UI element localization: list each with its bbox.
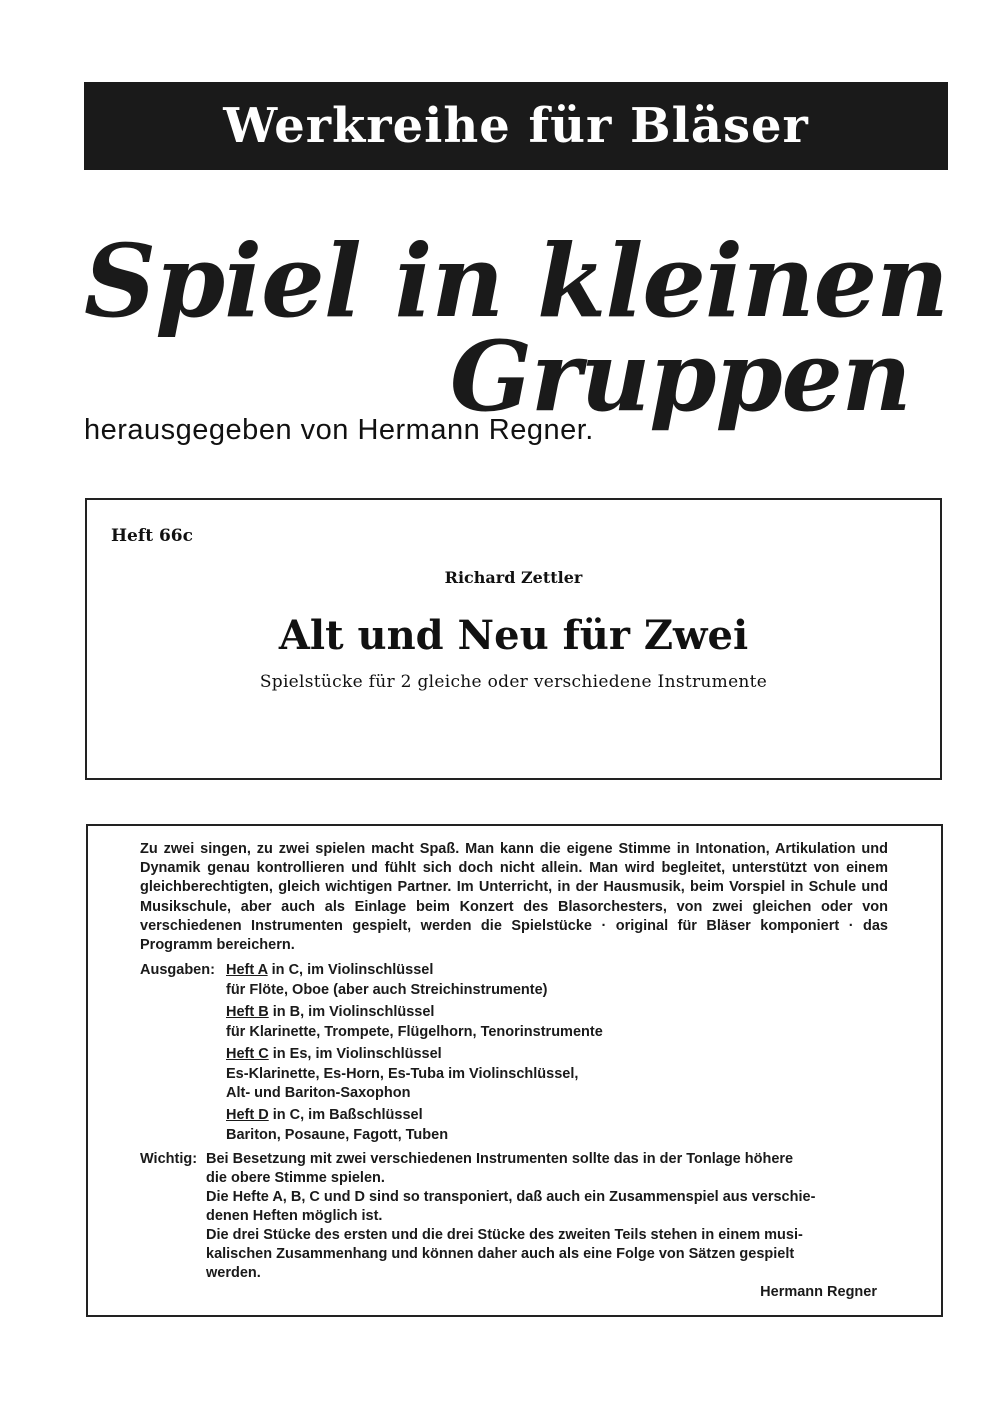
edition-a-key: in C, im Violinschlüssel xyxy=(267,962,434,978)
series-banner xyxy=(84,82,948,170)
important-line-4: denen Heften möglich ist. xyxy=(206,1208,383,1224)
issue-number: Heft 66c xyxy=(111,526,193,546)
important-line-2: die obere Stimme spielen. xyxy=(206,1170,385,1186)
work-title: Alt und Neu für Zwei xyxy=(278,612,749,659)
important-line-5: Die drei Stücke des ersten und die drei Stücke des zweiten Teils stehen in einem musi- xyxy=(206,1227,803,1243)
edition-c-instruments-1: Es-Klarinette, Es-Horn, Es-Tuba im Violinschlüssel, xyxy=(226,1066,579,1082)
edition-c-name: Heft C xyxy=(226,1046,269,1062)
important-line-7: werden. xyxy=(206,1265,261,1281)
edition-d-heading xyxy=(226,1107,423,1123)
edition-b-name: Heft B xyxy=(226,1004,269,1020)
composer-name: Richard Zettler xyxy=(444,568,583,587)
edition-d-name: Heft D xyxy=(226,1107,269,1123)
important-line-6: kalischen Zusammenhang und können daher auch als eine Folge von Sätzen gespielt xyxy=(206,1246,795,1262)
editions-label: Ausgaben: xyxy=(140,962,215,978)
edition-c-instruments-2: Alt- und Bariton-Saxophon xyxy=(226,1085,411,1101)
edition-c-key: in Es, im Violinschlüssel xyxy=(268,1046,442,1062)
main-title-line2: Gruppen xyxy=(450,320,911,433)
edition-c-heading xyxy=(226,1046,442,1062)
important-line-3: Die Hefte A, B, C und D sind so transponiert, daß auch ein Zusammenspiel aus verschie- xyxy=(206,1189,816,1205)
edition-a-instruments: für Flöte, Oboe (aber auch Streichinstrumente) xyxy=(226,982,548,998)
edition-a-heading xyxy=(226,962,433,978)
important-label: Wichtig: xyxy=(140,1151,198,1167)
series-title: Werkreihe für Bläser xyxy=(223,98,809,154)
work-subtitle: Spielstücke für 2 gleiche oder verschiedene Instrumente xyxy=(259,672,768,692)
edition-b-heading xyxy=(226,1004,434,1020)
important-line-1: Bei Besetzung mit zwei verschiedenen Instrumenten sollte das in der Tonlage höhere xyxy=(206,1151,794,1167)
edition-b-instruments: für Klarinette, Trompete, Flügelhorn, Tenorinstrumente xyxy=(226,1024,603,1040)
main-title-line1: Spiel in kleinen xyxy=(84,222,948,340)
edition-a-name: Heft A xyxy=(226,962,268,978)
editor-line: herausgegeben von Hermann Regner. xyxy=(84,414,594,446)
edition-b-key: in B, im Violinschlüssel xyxy=(268,1004,435,1020)
intro-paragraph: Zu zwei singen, zu zwei spielen macht Spaß. Man kann die eigene Stimme in Intonation, Artikulation und Dynamik genau kontrollieren und fühlt sich doch nicht allein. Man wird begleitet, unterstützt von einem gleichberechtigten, gleich wichtigen Partner. Im Unterricht, in der Hausmusik, beim Vorspiel in Schule und Musikschule, aber auch als Einlage beim Konzert des Blasorchesters, von zwei gleichen oder von verschiedenen Instrumenten gespielt, werden die Spielstücke · original für Bläser komponiert · das Programm bereichern. xyxy=(140,841,888,954)
work-info-box xyxy=(85,498,942,780)
edition-d-instruments: Bariton, Posaune, Fagott, Tuben xyxy=(226,1127,449,1143)
signature: Hermann Regner xyxy=(760,1284,877,1300)
edition-d-key: in C, im Baßschlüssel xyxy=(268,1107,423,1123)
description-box xyxy=(86,824,943,1317)
